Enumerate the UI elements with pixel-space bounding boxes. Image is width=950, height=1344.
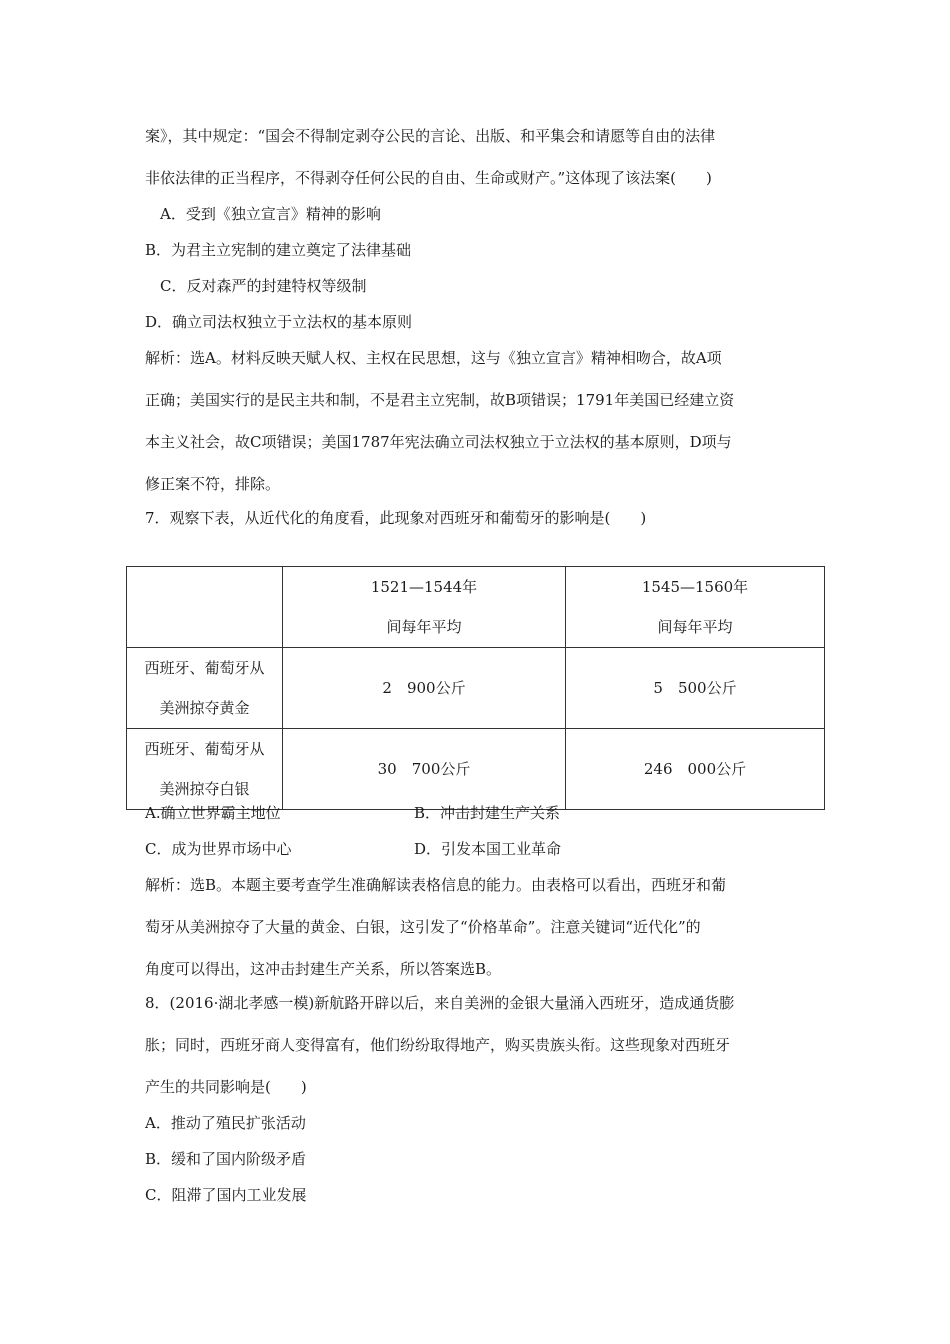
q7-analysis-line-1: 解析：选B。本题主要考查学生准确解读表格信息的能力。由表格可以看出，西班牙和葡 [145, 876, 727, 894]
q8-option-b: B．缓和了国内阶级矛盾 [145, 1150, 307, 1168]
table-cell: 西班牙、葡萄牙从 美洲掠夺白银 [127, 729, 283, 810]
table-header-cell: 1521—1544年 间每年平均 [283, 567, 566, 648]
table-cell: 5 500公斤 [566, 648, 825, 729]
q8-option-a: A．推动了殖民扩张活动 [145, 1114, 306, 1132]
q6-option-d: D．确立司法权独立于立法权的基本原则 [145, 313, 413, 331]
q7-analysis-line-2: 萄牙从美洲掠夺了大量的黄金、白银，这引发了“价格革命”。注意关键词“近代化”的 [145, 918, 701, 936]
table-cell: 30 700公斤 [283, 729, 566, 810]
q7-option-a: A.确立世界霸主地位 [145, 804, 281, 822]
q8-option-c: C．阻滞了国内工业发展 [145, 1186, 307, 1204]
q6-option-c: C．反对森严的封建特权等级制 [160, 277, 367, 295]
table-cell: 246 000公斤 [566, 729, 825, 810]
table-header-cell [127, 567, 283, 648]
q8-stem-line-3: 产生的共同影响是( ) [145, 1078, 307, 1096]
table-row [127, 729, 825, 810]
q7-analysis-line-3: 角度可以得出，这冲击封建生产关系，所以答案选B。 [145, 960, 502, 978]
table-cell: 2 900公斤 [283, 648, 566, 729]
q6-analysis-line-4: 修正案不符，排除。 [145, 475, 281, 493]
q6-text-line-2: 非依法律的正当程序，不得剥夺任何公民的自由、生命或财产。”这体现了该法案( ) [145, 169, 712, 187]
q6-analysis-line-2: 正确；美国实行的是民主共和制，不是君主立宪制，故B项错误；1791年美国已经建立资 [145, 391, 735, 409]
q6-text-line-1: 案》，其中规定：“国会不得制定剥夺公民的言论、出版、和平集会和请愿等自由的法律 [145, 127, 716, 145]
q6-option-a: A．受到《独立宣言》精神的影响 [160, 205, 381, 223]
q7-option-b: B．冲击封建生产关系 [414, 804, 561, 822]
q7-stem: 7．观察下表，从近代化的角度看，此现象对西班牙和葡萄牙的影响是( ) [145, 509, 647, 527]
q8-stem-line-1: 8．(2016·湖北孝感一模)新航路开辟以后，来自美洲的金银大量涌入西班牙，造成通货膨 [145, 994, 735, 1012]
q6-analysis-line-1: 解析：选A。材料反映天赋人权、主权在民思想，这与《独立宣言》精神相吻合，故A项 [145, 349, 722, 367]
q8-stem-line-2: 胀；同时，西班牙商人变得富有，他们纷纷取得地产，购买贵族头衔。这些现象对西班牙 [145, 1036, 731, 1054]
q6-option-b: B．为君主立宪制的建立奠定了法律基础 [145, 241, 412, 259]
q7-option-c: C．成为世界市场中心 [145, 840, 292, 858]
gold-silver-table [126, 566, 825, 810]
q7-option-d: D．引发本国工业革命 [414, 840, 562, 858]
table-cell: 西班牙、葡萄牙从 美洲掠夺黄金 [127, 648, 283, 729]
q6-analysis-line-3: 本主义社会，故C项错误；美国1787年宪法确立司法权独立于立法权的基本原则，D项与 [145, 433, 732, 451]
table-header-row [127, 567, 825, 648]
table-row [127, 648, 825, 729]
table-header-cell: 1545—1560年 间每年平均 [566, 567, 825, 648]
